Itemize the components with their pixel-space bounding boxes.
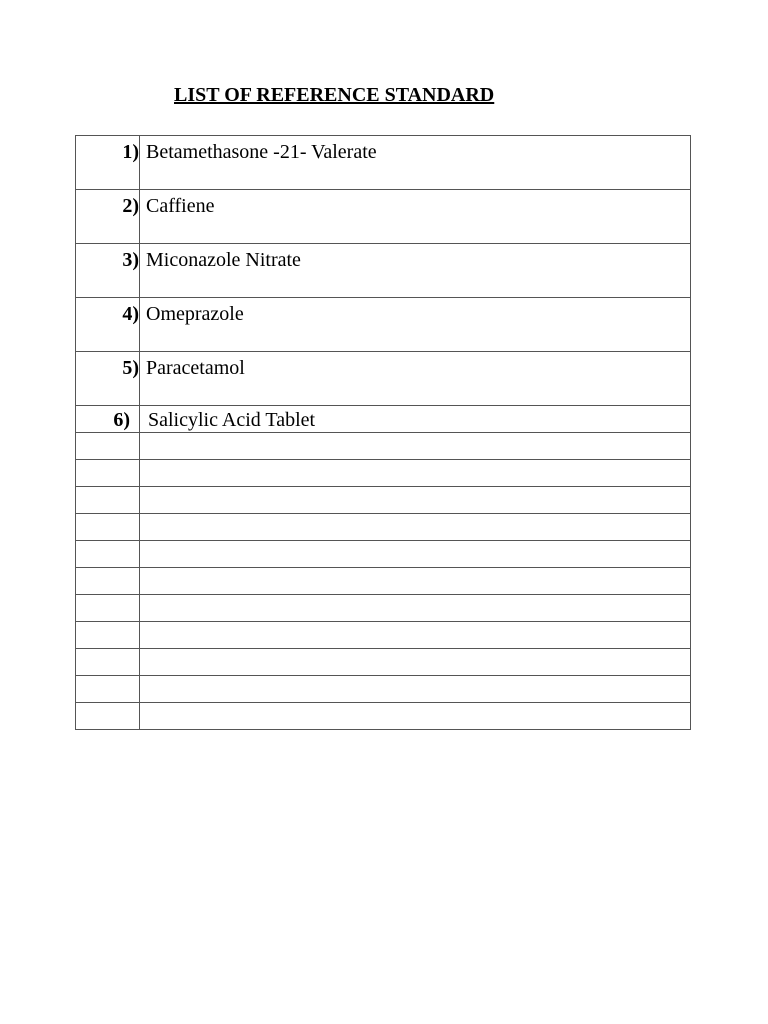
standard-name-cell [140,244,691,298]
standard-name: Caffiene [146,195,215,217]
empty-cell [140,649,691,676]
row-number: 5) [122,357,139,379]
row-number-cell [76,406,140,433]
empty-cell [76,568,140,595]
table-row [76,136,691,190]
reference-standard-table [75,135,691,730]
table-row [76,244,691,298]
row-number: 2) [122,195,139,217]
empty-row [76,541,691,568]
row-number: 4) [122,303,139,325]
empty-cell [76,676,140,703]
standard-name: Betamethasone -21- Valerate [146,141,377,163]
standard-name: Miconazole Nitrate [146,249,301,271]
empty-cell [76,703,140,730]
row-number: 1) [122,141,139,163]
standard-name-cell [140,136,691,190]
empty-row [76,487,691,514]
empty-cell [76,622,140,649]
row-number-cell [76,352,140,406]
empty-cell [76,514,140,541]
empty-cell [140,622,691,649]
empty-cell [140,541,691,568]
empty-cell [76,649,140,676]
table-row [76,298,691,352]
standard-name: Paracetamol [146,357,245,379]
empty-row [76,703,691,730]
standard-name-cell [140,190,691,244]
empty-cell [140,487,691,514]
empty-cell [140,676,691,703]
empty-row [76,676,691,703]
row-number-cell [76,190,140,244]
empty-cell [76,487,140,514]
standard-name: Salicylic Acid Tablet [148,409,316,431]
empty-cell [140,568,691,595]
row-number-cell [76,244,140,298]
empty-row [76,433,691,460]
empty-cell [76,460,140,487]
empty-row [76,514,691,541]
row-number-cell [76,136,140,190]
table-row [76,352,691,406]
standard-name-cell [140,352,691,406]
document-title: LIST OF REFERENCE STANDARD [174,84,495,106]
empty-cell [76,541,140,568]
empty-cell [76,595,140,622]
standard-name: Omeprazole [146,303,244,325]
empty-row [76,595,691,622]
empty-cell [140,595,691,622]
empty-row [76,460,691,487]
empty-cell [76,433,140,460]
row-number-cell [76,298,140,352]
empty-cell [140,460,691,487]
row-number: 3) [122,249,139,271]
standard-name-cell [140,298,691,352]
empty-row [76,649,691,676]
empty-cell [140,703,691,730]
standard-name-cell [140,406,691,433]
table-row [76,190,691,244]
table-row [76,406,691,433]
empty-row [76,568,691,595]
empty-cell [140,514,691,541]
row-number: 6) [113,409,130,431]
empty-cell [140,433,691,460]
empty-row [76,622,691,649]
